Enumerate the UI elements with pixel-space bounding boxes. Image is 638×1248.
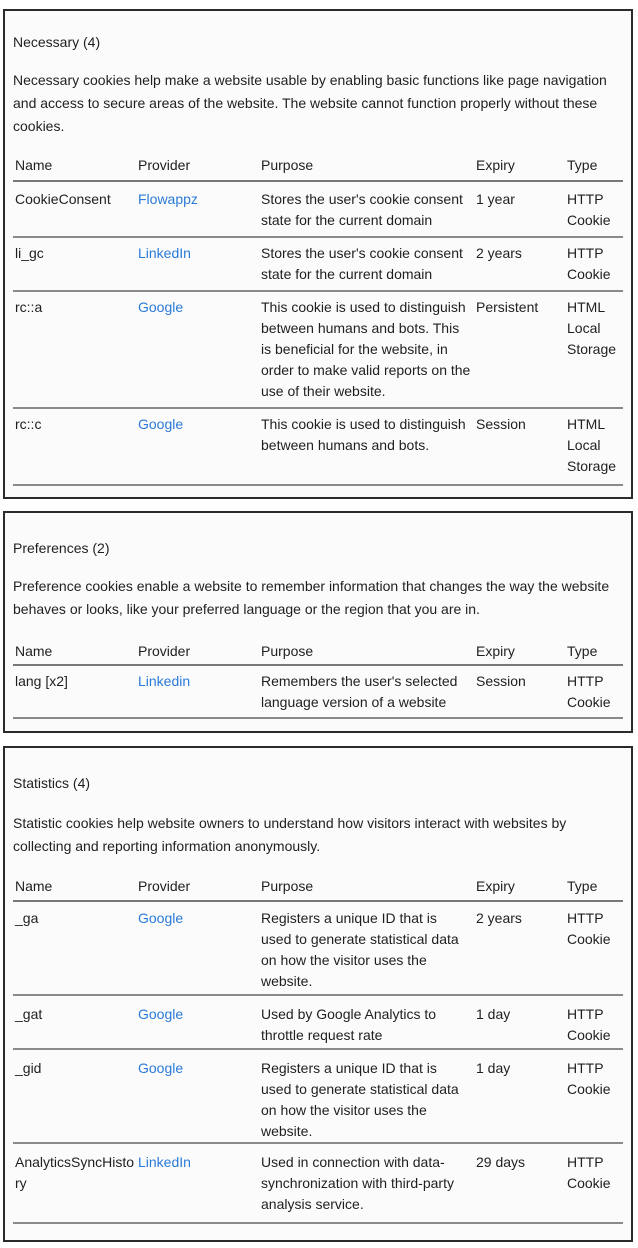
- table-header: [13, 876, 623, 902]
- section-title: Statistics (4): [13, 775, 91, 791]
- necessary-cookies-panel: [3, 9, 633, 499]
- cookie-purpose: Stores the user's cookie consent state for the current domain: [261, 245, 463, 282]
- cookie-name: li_gc: [15, 245, 44, 261]
- cookie-expiry: Session: [476, 673, 526, 689]
- provider-link[interactable]: Google: [138, 910, 184, 926]
- table-row: [13, 1058, 623, 1144]
- section-title: Necessary (4): [13, 34, 101, 50]
- table-row: [13, 671, 623, 719]
- cookie-name: _gid: [15, 1060, 42, 1076]
- table-row: [13, 243, 623, 292]
- column-name: Name: [15, 878, 53, 894]
- cookie-type: HTTP Cookie: [567, 1006, 611, 1043]
- section-description: Necessary cookies help make a website usable by enabling basic functions like page navigation and access to secure areas of the website. The website cannot function properly without these cookies.: [13, 72, 607, 134]
- provider-link[interactable]: Google: [138, 1006, 184, 1022]
- column-type: Type: [567, 878, 598, 894]
- cookie-expiry: 29 days: [476, 1154, 526, 1170]
- cookie-purpose: Used by Google Analytics to throttle request rate: [261, 1006, 437, 1043]
- table-header: [13, 155, 623, 182]
- cookie-purpose: This cookie is used to distinguish between humans and bots.: [261, 416, 466, 453]
- cookie-name: CookieConsent: [15, 191, 111, 207]
- cookie-expiry: 2 years: [476, 245, 522, 261]
- cookie-name: _gat: [15, 1006, 43, 1022]
- cookie-type: HTML Local Storage: [567, 416, 617, 474]
- column-provider: Provider: [138, 643, 191, 659]
- table-row: [13, 297, 623, 409]
- column-provider: Provider: [138, 157, 191, 173]
- cookie-expiry: 1 year: [476, 191, 515, 207]
- section-description: Statistic cookies help website owners to understand how visitors interact with websites by collecting and reporting information anonymously.: [13, 815, 567, 854]
- cookie-type: HTTP Cookie: [567, 191, 611, 228]
- preferences-cookies-panel: [3, 511, 633, 733]
- cookie-purpose: Remembers the user's selected language version of a website: [261, 673, 458, 710]
- cookie-expiry: Session: [476, 416, 526, 432]
- provider-link[interactable]: Google: [138, 1060, 184, 1076]
- provider-link[interactable]: LinkedIn: [138, 245, 191, 261]
- table-row: [13, 414, 623, 486]
- cookie-name: lang [x2]: [15, 673, 68, 689]
- provider-link[interactable]: Flowappz: [138, 191, 198, 207]
- cookie-purpose: Registers a unique ID that is used to generate statistical data on how the visitor uses the website.: [261, 910, 459, 989]
- cookie-type: HTTP Cookie: [567, 910, 611, 947]
- table-row: [13, 908, 623, 996]
- column-expiry: Expiry: [476, 878, 515, 894]
- statistics-cookies-panel: [3, 746, 633, 1242]
- provider-link[interactable]: LinkedIn: [138, 1154, 191, 1170]
- cookie-name: rc::a: [15, 299, 43, 315]
- cookie-expiry: 2 years: [476, 910, 522, 926]
- cookie-name: _ga: [15, 910, 39, 926]
- provider-link[interactable]: Google: [138, 416, 184, 432]
- provider-link[interactable]: Google: [138, 299, 184, 315]
- table-header: [13, 641, 623, 666]
- cookie-purpose: This cookie is used to distinguish between humans and bots. This is beneficial for the website, in order to make valid reports on the use of their website.: [261, 299, 471, 399]
- column-purpose: Purpose: [261, 643, 314, 659]
- cookie-expiry: 1 day: [476, 1060, 511, 1076]
- cookie-purpose: Stores the user's cookie consent state for the current domain: [261, 191, 463, 228]
- column-provider: Provider: [138, 878, 191, 894]
- provider-link[interactable]: Linkedin: [138, 673, 191, 689]
- column-type: Type: [567, 157, 598, 173]
- column-expiry: Expiry: [476, 157, 515, 173]
- cookie-expiry: 1 day: [476, 1006, 511, 1022]
- column-purpose: Purpose: [261, 878, 314, 894]
- cookie-name: rc::c: [15, 416, 42, 432]
- cookie-type: HTTP Cookie: [567, 245, 611, 282]
- cookie-type: HTTP Cookie: [567, 1060, 611, 1097]
- table-row: [13, 1152, 623, 1224]
- table-row: [13, 189, 623, 238]
- table-row: [13, 1004, 623, 1050]
- cookie-expiry: Persistent: [476, 299, 539, 315]
- cookie-type: HTTP Cookie: [567, 1154, 611, 1191]
- column-name: Name: [15, 643, 53, 659]
- cookie-purpose: Used in connection with data-synchronization with third-party analysis service.: [261, 1154, 454, 1212]
- section-title: Preferences (2): [13, 540, 110, 556]
- section-description: Preference cookies enable a website to remember information that changes the way the website behaves or looks, like your preferred language or the region that you are in.: [13, 578, 610, 617]
- column-name: Name: [15, 157, 53, 173]
- column-purpose: Purpose: [261, 157, 314, 173]
- column-expiry: Expiry: [476, 643, 515, 659]
- cookie-type: HTTP Cookie: [567, 673, 611, 710]
- cookie-name: AnalyticsSyncHistory: [15, 1154, 135, 1191]
- cookie-type: HTML Local Storage: [567, 299, 617, 357]
- column-type: Type: [567, 643, 598, 659]
- cookie-purpose: Registers a unique ID that is used to generate statistical data on how the visitor uses the website.: [261, 1060, 459, 1139]
